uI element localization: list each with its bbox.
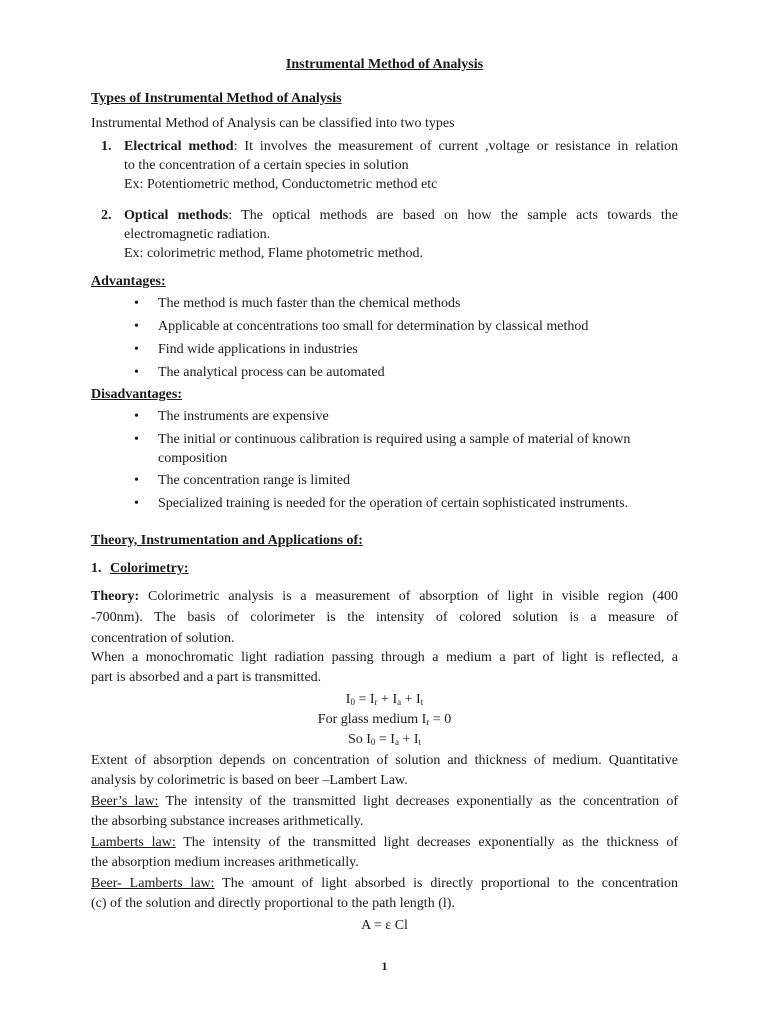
list-item: • Applicable at concentrations too small for determination by classical method <box>134 319 589 334</box>
list-item: • Specialized training is needed for the operation of certain sophisticated instruments. <box>134 496 629 511</box>
type-term: Optical methods <box>124 208 229 223</box>
equation-glass-medium: For glass medium $I_r = 0$ <box>317 712 452 727</box>
theory-paragraph: Theory: Colorimetric analysis is a measurement of absorption of light in visible region (400 -700nm). The basis of colorimeter is the intensity of colored solution is a measure of concentration of solution. <box>91 589 678 646</box>
beer-lamberts-law-label: Beer- Lamberts law: <box>91 876 215 891</box>
type-desc-line2: electromagnetic radiation. <box>124 227 271 242</box>
lamberts-law-paragraph: Lamberts law: The intensity of the transmitted light decreases exponentially as the thickness of the absorption medium increases arithmetically. <box>91 835 679 870</box>
bullet-icon: • <box>134 432 139 447</box>
disadvantages-heading: Disadvantages: <box>91 387 183 402</box>
document-title: Instrumental Method of Analysis <box>285 57 484 72</box>
type-item-electrical <box>91 137 678 194</box>
beers-law-paragraph: Beer’s law: The intensity of the transmitted light decreases exponentially as the concentration of the absorbing substance increases arithmetically. <box>91 794 678 829</box>
bullet-icon: • <box>134 342 139 357</box>
intro-text: Instrumental Method of Analysis can be classified into two types <box>91 116 455 131</box>
monochromatic-paragraph: When a monochromatic light radiation passing through a medium a part of light is reflected, a part is absorbed and a part is transmitted. <box>91 650 678 685</box>
type-example: Ex: Potentiometric method, Conductometric method etc <box>124 177 438 192</box>
bullet-icon: • <box>134 319 139 334</box>
section-number: 1. <box>91 561 102 576</box>
section-heading-colorimetry <box>91 559 189 578</box>
equation-intensity-sum: $I_0 = I_r + I_a + I_t$ <box>345 692 424 707</box>
bullet-icon: • <box>134 409 139 424</box>
list-item: • The method is much faster than the chemical methods <box>134 296 461 311</box>
list-item: • The initial or continuous calibration is required using a sample of material of known composition <box>134 432 631 466</box>
type-item-optical <box>91 206 678 263</box>
type-desc: : It involves the measurement of current ,voltage or resistance in relation <box>233 139 678 154</box>
page-number: 1 <box>381 959 388 973</box>
types-heading: Types of Instrumental Method of Analysis <box>91 91 342 106</box>
list-item: • Find wide applications in industries <box>134 342 358 357</box>
beer-lamberts-law-paragraph: Beer- Lamberts law: The amount of light absorbed is directly proportional to the concentration (c) of the solution and directly proportional to the path length (l). <box>91 876 678 911</box>
list-item: • The instruments are expensive <box>134 409 329 424</box>
type-term: Electrical method <box>124 139 234 154</box>
type-example: Ex: colorimetric method, Flame photometric method. <box>124 246 423 261</box>
theory-section-heading: Theory, Instrumentation and Applications of: <box>91 533 363 548</box>
extent-paragraph: Extent of absorption depends on concentration of solution and thickness of medium. Quantitative analysis by colorimetric is based on beer –Lambert Law. <box>91 753 678 788</box>
bullet-icon: • <box>134 365 139 380</box>
bullet-icon: • <box>134 296 139 311</box>
type-number: 1. <box>101 139 112 154</box>
section-title: Colorimetry: <box>110 561 189 576</box>
theory-label: Theory: <box>91 589 140 604</box>
beers-law-label: Beer’s law: <box>91 794 159 809</box>
advantages-heading: Advantages: <box>91 274 166 289</box>
equation-so: So $I_0 = I_a + I_t$ <box>347 732 422 747</box>
list-item: • The concentration range is limited <box>134 473 351 488</box>
type-number: 2. <box>101 208 112 223</box>
bullet-icon: • <box>134 496 139 511</box>
type-desc: : The optical methods are based on how the sample acts towards the <box>228 208 679 223</box>
lamberts-law-label: Lamberts law: <box>91 835 176 850</box>
bullet-icon: • <box>134 473 139 488</box>
equation-beer-lambert: A = ε Cl <box>361 918 408 933</box>
type-desc-line2: to the concentration of a certain species in solution <box>124 158 409 173</box>
list-item: • The analytical process can be automated <box>134 365 385 380</box>
